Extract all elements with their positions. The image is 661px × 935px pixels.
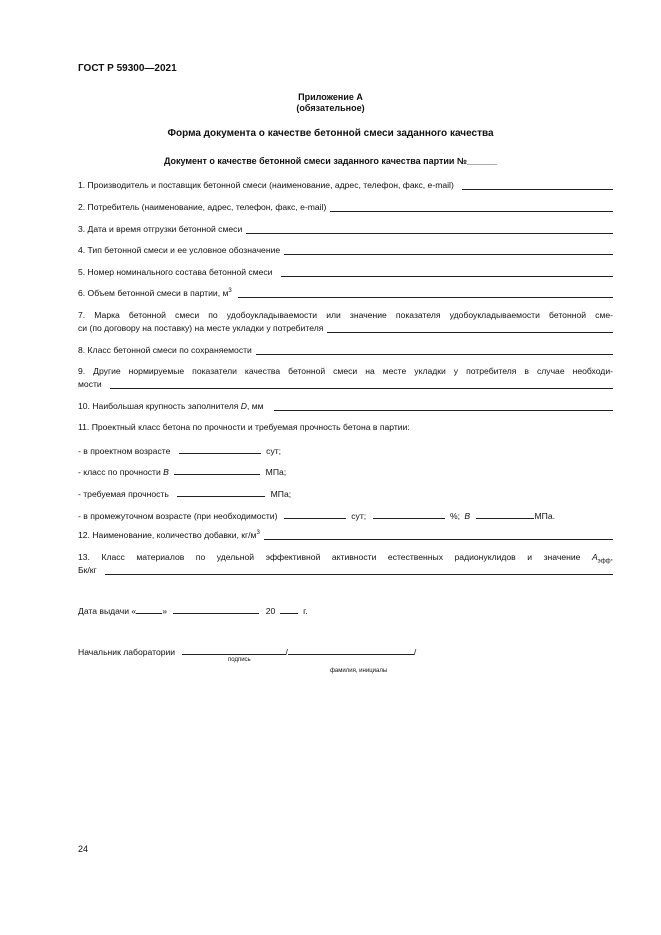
field-4 [78,245,613,255]
field-11a-line[interactable] [179,444,261,454]
signature-line[interactable] [182,645,286,655]
field-10-line[interactable] [274,401,613,411]
field-8 [78,345,613,355]
issue-month-line[interactable] [173,604,259,614]
field-11b-line[interactable] [174,465,260,475]
name-line[interactable] [288,645,414,655]
field-7-line1: 7. Марка бетонной смеси по удобоукладываемости или значение показателя удобоукладываемости бетонной сме- [78,310,613,320]
field-12-label: 12. Наименование, количество добавки, $кг/м^3$ [78,530,260,540]
field-4-label: 4. Тип бетонной смеси и ее условное обозначение [78,245,281,255]
field-9-label: мости [78,379,102,389]
field-1 [78,180,613,190]
field-12 [78,530,613,540]
field-13-line[interactable] [105,565,613,575]
field-12-line[interactable] [264,530,613,540]
field-3-line[interactable] [246,224,613,234]
field-5-line[interactable] [281,267,614,277]
name-caption: фамилия, инициалы [330,668,388,674]
field-4-line[interactable] [284,245,613,255]
issue-year-line[interactable] [280,604,298,614]
field-11d-class-line[interactable] [476,509,534,519]
field-3 [78,224,613,234]
field-11a: - в проектном возрасте сут; [78,446,282,456]
field-8-line[interactable] [256,345,613,355]
signature-caption: подпись [228,657,251,663]
field-8-label: 8. Класс бетонной смеси по сохраняемости [78,345,252,355]
field-2-line[interactable] [330,202,613,212]
field-1-line[interactable] [462,180,613,190]
field-7-label: си (по договору на поставку) на месте укладки у потребителя [78,323,324,333]
field-11c: - требуемая прочность МПа; [78,489,292,499]
standard-number: ГОСТ Р 59300—2021 [78,63,177,74]
head-signature: Начальник лаборатории / / [78,647,417,657]
appendix-title: Приложение А [298,92,363,102]
field-9-line1: 9. Другие нормируемые показатели качества бетонной смеси на месте укладки у потребителя в случае необходи- [78,366,613,376]
field-9 [78,379,613,389]
issue-day-line[interactable] [136,604,162,614]
field-13 [78,565,613,575]
field-5-label: 5. Номер номинального состава бетонной смеси [78,267,273,277]
field-10 [78,401,613,411]
field-10-label: 10. Наибольшая крупность заполнителя D, мм [78,401,264,411]
field-13-label: Бк/кг [78,565,97,575]
field-6 [78,288,613,298]
form-title: Форма документа о качестве бетонной смеси заданного качества [167,128,494,139]
field-5 [78,267,613,277]
field-11c-line[interactable] [177,487,265,497]
field-3-label: 3. Дата и время отгрузки бетонной смеси [78,224,243,234]
field-11d-age-line[interactable] [284,509,346,519]
field-11b: - класс по прочности В МПа; [78,467,287,477]
issue-date: Дата выдачи « » 20 г. [78,606,308,616]
field-2-label: 2. Потребитель (наименование, адрес, телефон, факс, e-mail) [78,202,327,212]
field-11d: - в промежуточном возрасте (при необходимости) сут; %; В МПа. [78,511,555,521]
appendix-status: (обязательное) [296,103,365,113]
field-13-line1: 13. Класс материалов по удельной эффективной активности естественных радионуклидов и значение $А_{эфф}$, [78,552,613,565]
field-2 [78,202,613,212]
field-9-line[interactable] [110,379,613,389]
field-7-line[interactable] [327,323,613,333]
field-7 [78,323,613,333]
field-11-label: 11. Проектный класс бетона по прочности и требуемая прочность бетона в партии: [78,422,410,432]
document-title: Документ о качестве бетонной смеси заданного качества партии №______ [163,156,498,166]
field-1-label: 1. Производитель и поставщик бетонной смеси (наименование, адрес, телефон, факс, e-mail) [78,180,454,190]
field-11d-percent-line[interactable] [373,509,445,519]
field-6-line[interactable] [238,288,613,298]
field-6-label: 6. Объем бетонной смеси в партии, $м^3$ [78,288,232,298]
page-number: 24 [78,844,89,854]
